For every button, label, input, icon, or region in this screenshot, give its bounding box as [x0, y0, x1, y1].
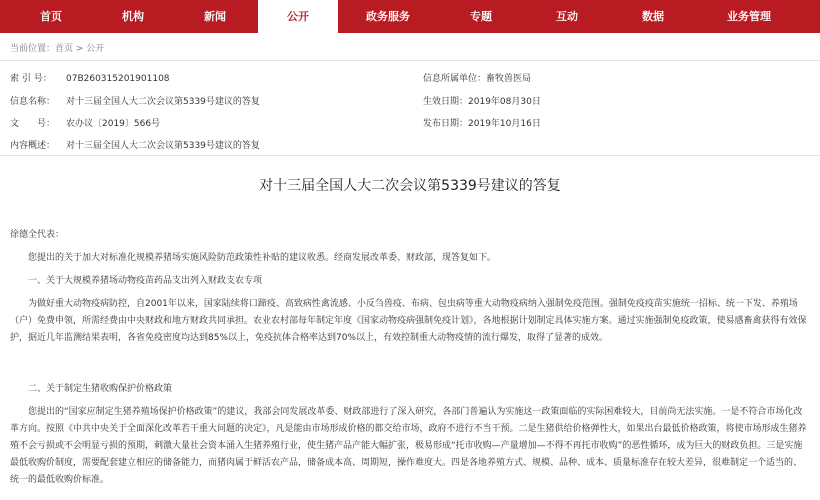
meta-publish-date-label: 发布日期：: [423, 119, 469, 129]
nav-item-interaction[interactable]: 互动: [556, 10, 578, 23]
meta-publish-date-value: 2019年10月16日: [468, 119, 541, 129]
nav-item-business[interactable]: 业务管理: [727, 10, 771, 23]
breadcrumb: [10, 41, 104, 54]
meta-index-row: [10, 71, 170, 84]
nav-item-open[interactable]: 公开: [258, 0, 338, 33]
meta-name-row: [10, 94, 260, 107]
breadcrumb-separator: >: [73, 44, 87, 54]
meta-summary-row: [10, 138, 260, 151]
meta-org-row: [423, 71, 531, 84]
nav-item-services[interactable]: 政务服务: [366, 10, 410, 23]
meta-name-label: 信息名称：: [10, 97, 56, 107]
breadcrumb-home-link[interactable]: 首页: [55, 44, 74, 54]
meta-publish-date-row: [423, 116, 541, 129]
nav-item-home[interactable]: 首页: [40, 10, 62, 23]
meta-doc-number-value: 农办议〔2019〕566号: [66, 119, 161, 129]
page-title: 对十三届全国人大二次会议第5339号建议的答复: [259, 178, 561, 194]
section-2-heading: 二、关于制定生猪收购保护价格政策: [28, 384, 173, 394]
meta-effective-date-value: 2019年08月30日: [468, 97, 541, 107]
meta-name-value: 对十三届全国人大二次会议第5339号建议的答复: [66, 97, 260, 107]
meta-index-value: 07B260315201901108: [66, 74, 170, 84]
meta-divider: [0, 155, 820, 156]
intro-paragraph: 您提出的关于加大对标准化规模养猪场实施风险防范政策性补贴的建议收悉。经商发展改革委、财政部，现答复如下。: [28, 253, 497, 263]
section-1-heading: 一、关于大规模养猪场动物疫苗药品支出列入财政支农专项: [28, 276, 263, 286]
meta-summary-value: 对十三届全国人大二次会议第5339号建议的答复: [66, 141, 260, 151]
breadcrumb-divider: [0, 60, 820, 61]
nav-item-topics[interactable]: 专题: [470, 10, 492, 23]
section-2-paragraph: 您提出的“国家应制定生猪养殖场保护价格政策”的建议，我部会同发展改革委、财政部进行了深入研究，各部门普遍认为实施这一政策面临的实际困难较大，目前尚无法实施。一是不符合市场化改革方向。按照《中共中央关于全面深化改革若干重大问题的决定》，凡是能由市场形成价格的都交给市场，政府不进行不当干预。二是生猪供给价格弹性大，如果出台最低价格政策，将使市场形成生猪养殖不会亏损或不会明显亏损的预期，刺激大量社会资本涌入生猪养殖行业，使生猪产品产能大幅扩张，极易形成“托市收购—产量增加—不得不再托市收购”的恶性循环，成为巨大的财政负担。三是实施最低收购价制度，需要配套建立相应的储备能力，而猪肉属于鲜活农产品，储备成本高、周期短，操作难度大。四是各地养殖方式、规模、品种、成本、质量标准存在较大差异，很难制定一个适当的、统一的最低收购价标准。: [10, 407, 807, 485]
meta-org-label: 信息所属单位：: [423, 74, 487, 84]
meta-doc-number-row: [10, 116, 160, 129]
top-nav-bar: [0, 0, 820, 33]
meta-effective-date-label: 生效日期：: [423, 97, 469, 107]
meta-summary-label: 内容概述：: [10, 141, 56, 151]
meta-org-value: 畜牧兽医局: [486, 74, 532, 84]
breadcrumb-current-link[interactable]: 公开: [86, 44, 105, 54]
section-1-paragraph: 为做好重大动物疫病防控，自2001年以来，国家陆续将口蹄疫、高致病性禽流感、小反刍兽疫、布病、包虫病等重大动物疫病纳入强制免疫范围。强制免疫疫苗实施统一招标、统一下发、养殖场（户）免费申领，所需经费由中央财政和地方财政共同承担。农业农村部每年制定年度《国家动物疫病强制免疫计划》，各地根据计划制定具体实施方案。通过实施强制免疫政策，使易感畜禽获得有效保护，据近几年监测结果表明，各省免疫密度均达到85%以上，免疫抗体合格率达到70%以上，有效控制重大动物疫情的流行爆发，取得了显著的成效。: [10, 299, 807, 343]
nav-item-news[interactable]: 新闻: [204, 10, 226, 23]
nav-item-organization[interactable]: 机构: [122, 10, 144, 23]
salutation: 徐德全代表：: [10, 230, 65, 240]
meta-index-label: 索 引 号：: [10, 74, 52, 84]
breadcrumb-prefix: 当前位置：: [10, 44, 56, 54]
meta-effective-date-row: [423, 94, 541, 107]
nav-item-data[interactable]: 数据: [642, 10, 664, 23]
meta-doc-number-label: 文 号：: [10, 119, 56, 129]
